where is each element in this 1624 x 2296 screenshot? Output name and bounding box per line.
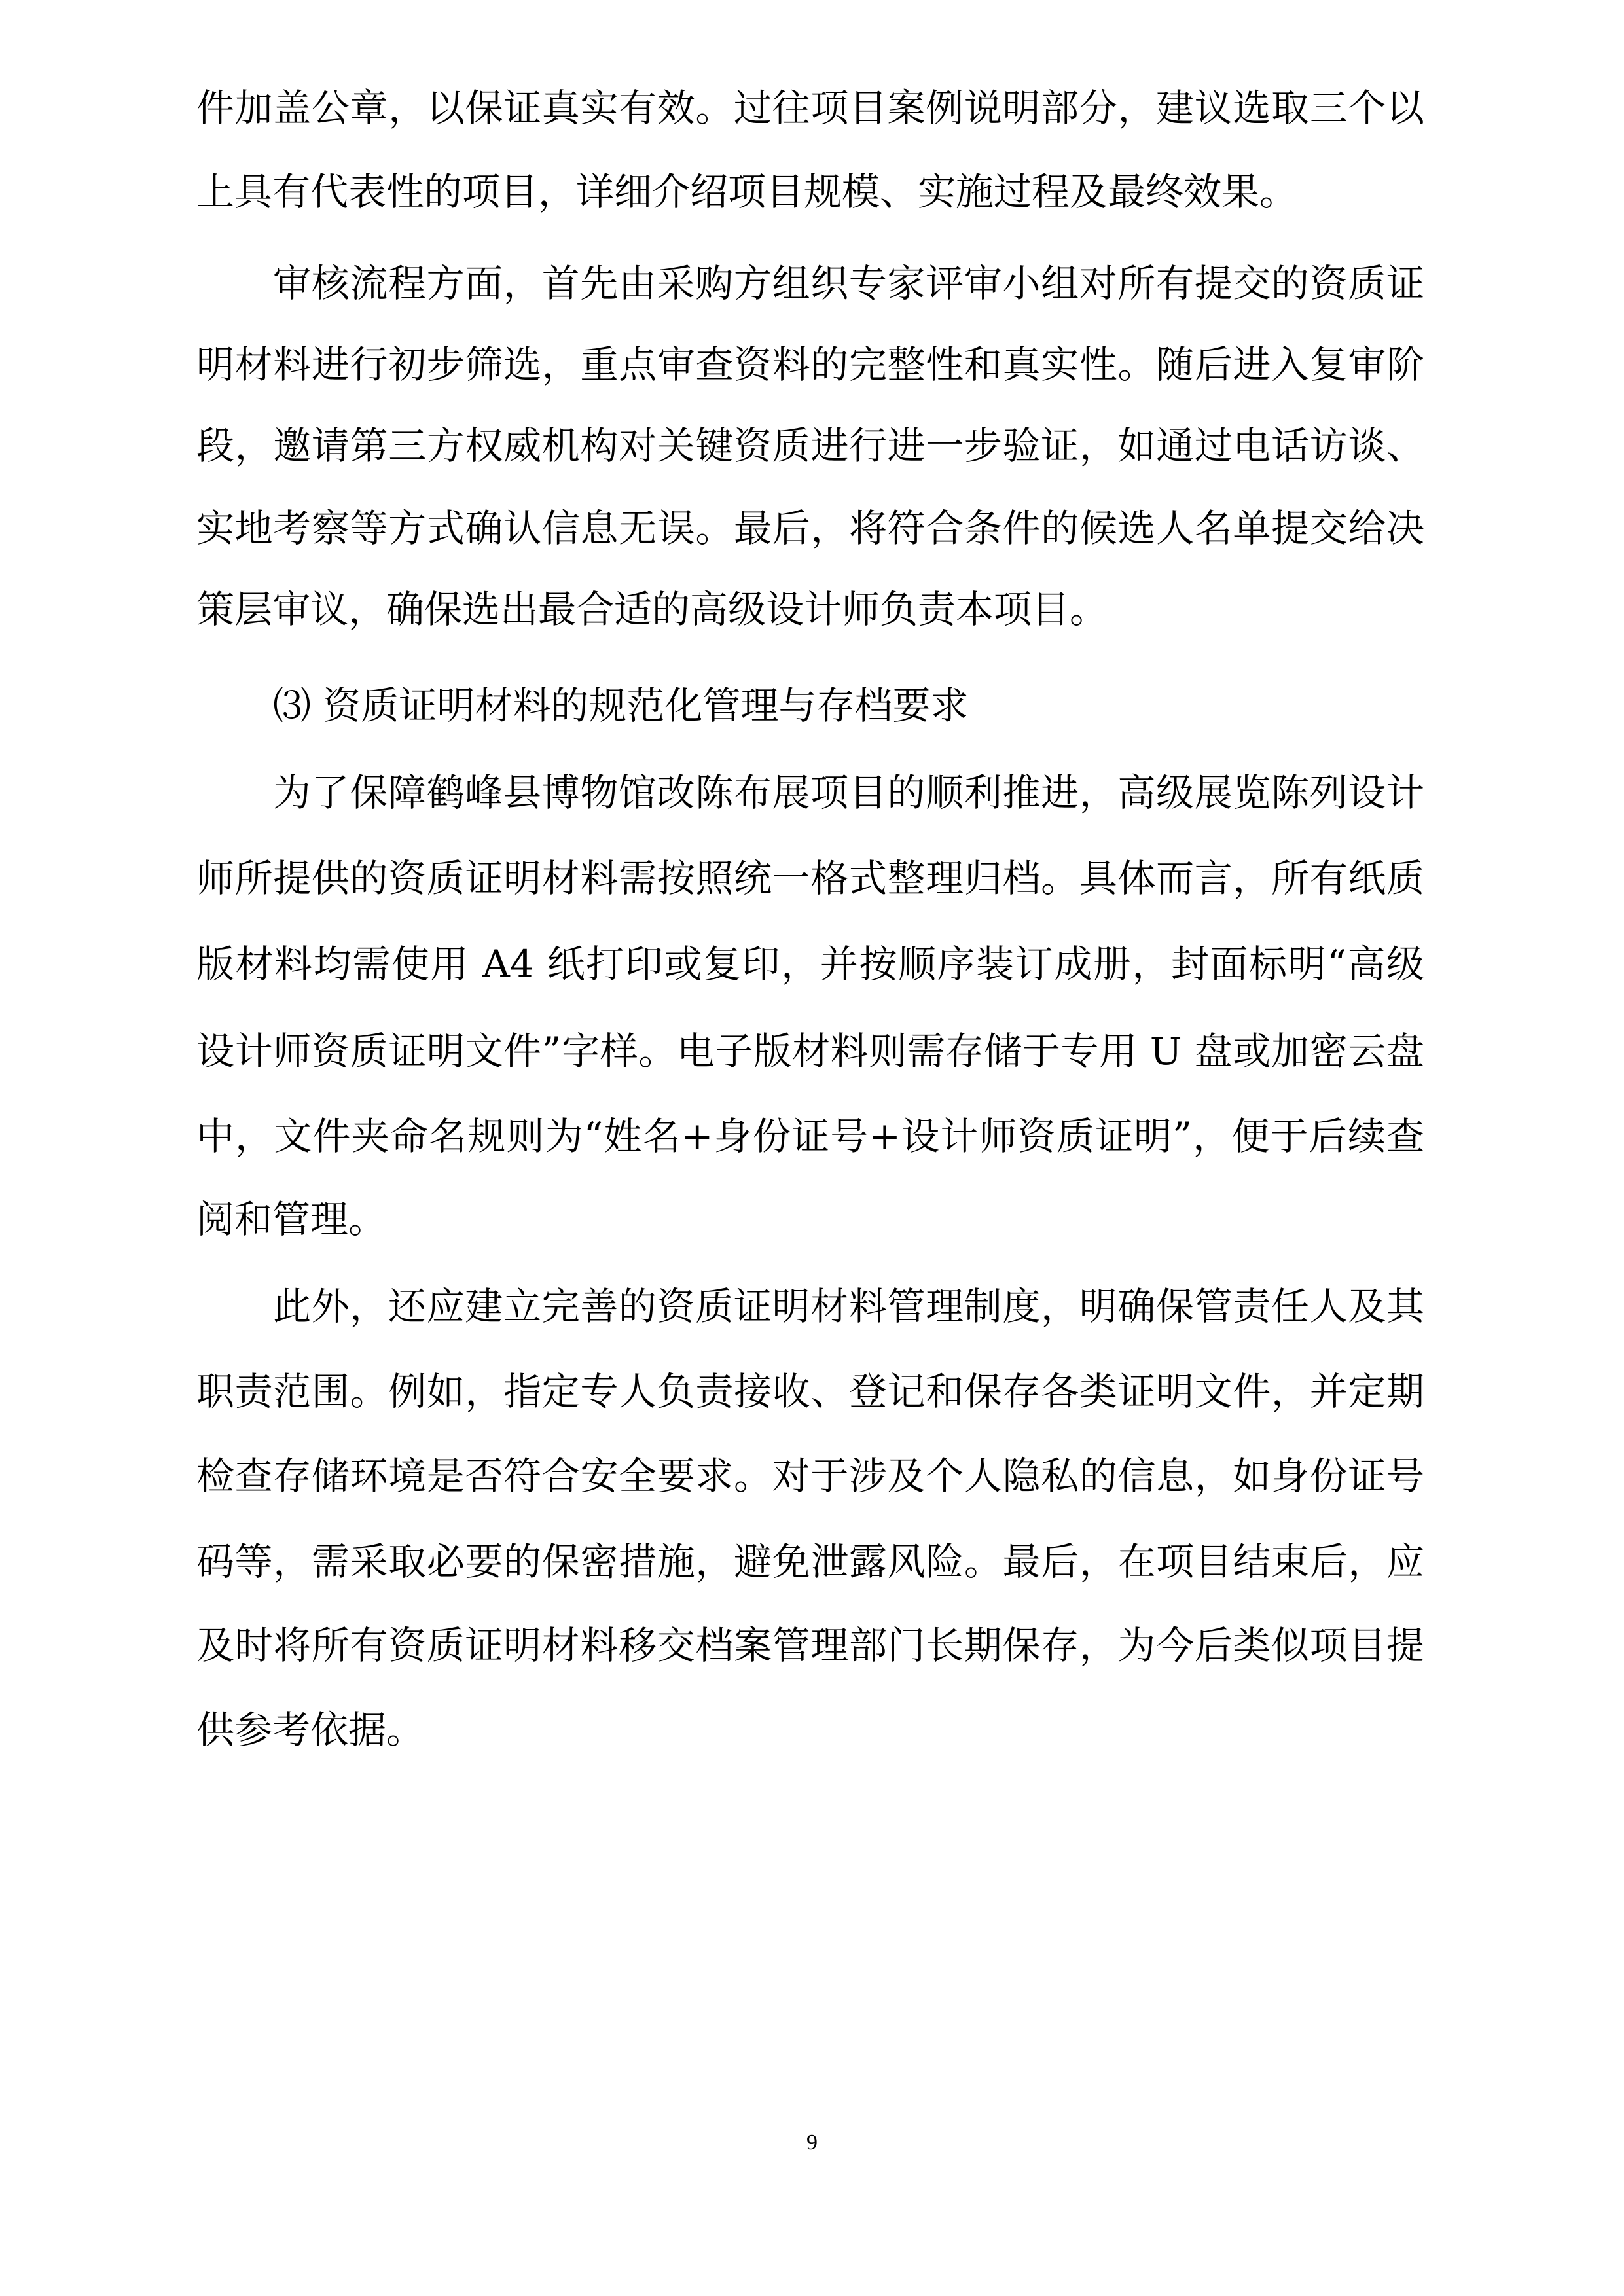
text-line: 策层审议，确保选出最合适的高级设计师负责本项目。 xyxy=(196,587,1108,632)
text-line: 明材料进行初步筛选，重点审查资料的完整性和真实性。随后进入复审阶 xyxy=(196,342,1424,387)
page-number: 9 xyxy=(806,2130,818,2155)
text-line: 版材料均需使用 A4 纸打印或复印，并按顺序装订成册，封面标明“高级 xyxy=(196,942,1424,986)
text-line: 中，文件夹命名规则为“姓名+身份证号+设计师资质证明”，便于后续查 xyxy=(196,1114,1424,1158)
text-line: 实地考察等方式确认信息无误。最后，将符合条件的候选人名单提交给决 xyxy=(196,506,1424,550)
text-line: 为了保障鹤峰县博物馆改陈布展项目的顺利推进，高级展览陈列设计 xyxy=(273,770,1424,815)
text-line: 师所提供的资质证明材料需按照统一格式整理归档。具体而言，所有纸质 xyxy=(196,856,1424,901)
text-line: 设计师资质证明文件”字样。电子版材料则需存储于专用 U 盘或加密云盘 xyxy=(196,1029,1424,1073)
text-line: 件加盖公章，以保证真实有效。过往项目案例说明部分，建议选取三个以 xyxy=(196,86,1424,130)
section-heading: ⑶ 资质证明材料的规范化管理与存档要求 xyxy=(273,683,969,728)
text-line: 码等，需采取必要的保密措施，避免泄露风险。最后，在项目结束后，应 xyxy=(196,1539,1424,1584)
text-line: 上具有代表性的项目，详细介绍项目规模、实施过程及最终效果。 xyxy=(196,170,1298,214)
text-line: 职责范围。例如，指定专人负责接收、登记和保存各类证明文件，并定期 xyxy=(196,1369,1424,1414)
text-line: 及时将所有资质证明材料移交档案管理部门长期保存，为今后类似项目提 xyxy=(196,1623,1424,1668)
text-line: 检查存储环境是否符合安全要求。对于涉及个人隐私的信息，如身份证号 xyxy=(196,1454,1424,1498)
text-line: 供参考依据。 xyxy=(196,1708,425,1752)
text-line: 阅和管理。 xyxy=(196,1197,387,1242)
text-line: 此外，还应建立完善的资质证明材料管理制度，明确保管责任人及其 xyxy=(273,1284,1424,1329)
text-line: 段，邀请第三方权威机构对关键资质进行进一步验证，如通过电话访谈、 xyxy=(196,423,1424,468)
text-line: 审核流程方面，首先由采购方组织专家评审小组对所有提交的资质证 xyxy=(273,261,1424,306)
